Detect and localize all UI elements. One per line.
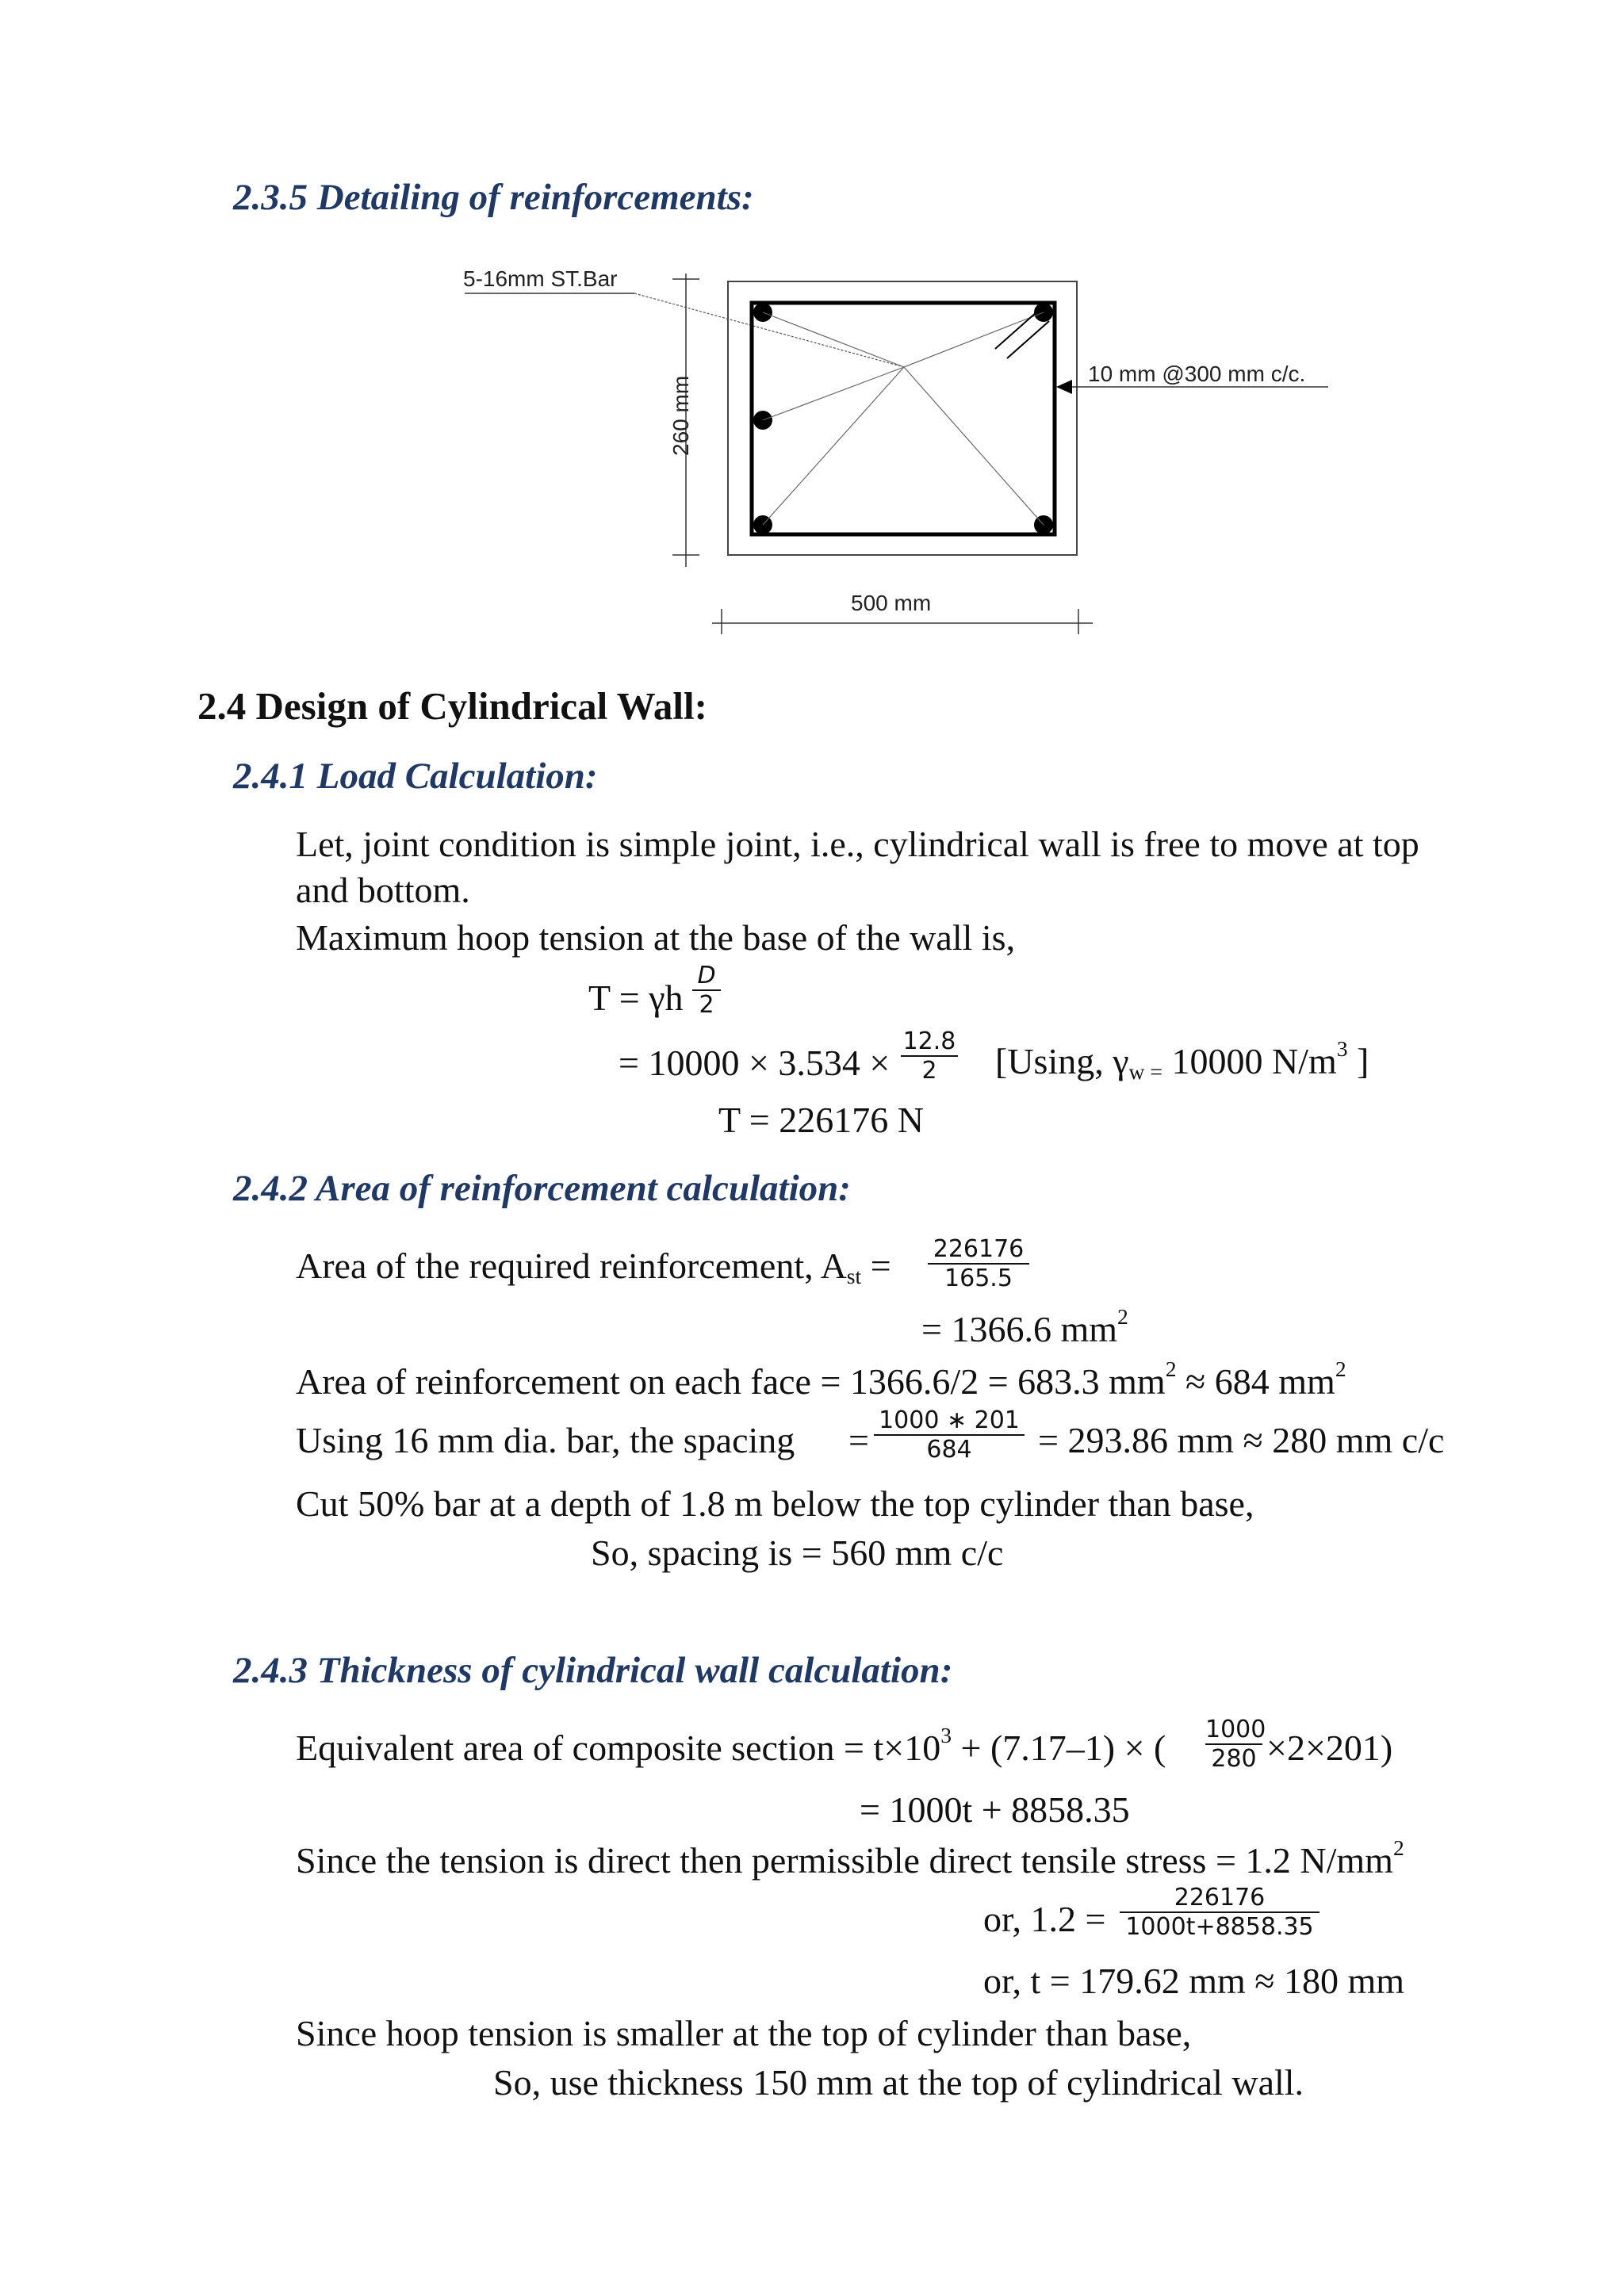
spacing-equals: = [848,1420,869,1460]
section-heading-2-4-3: 2.4.3 Thickness of cylindrical wall calculation: [233,1650,953,1691]
reinforcement-detail-figure [444,254,1380,650]
paragraph-joint-line2: and bottom. [296,870,470,910]
equation-t-result: T = 226176 N [718,1100,924,1140]
tensile-stress-text: Since the tension is direct then permissible direct tensile stress = 1.2 $N/mm^2$ [296,1835,1404,1881]
thickness-equation-lhs: or, 1.2 = [983,1899,1106,1939]
bar-label: 5-16mm ST.Bar [463,266,618,291]
area-required-text: Area of the required reinforcement, $A_{st}$ = [296,1246,891,1288]
area-required-fraction: 226176 165.5 [928,1235,1029,1292]
spacing-text: Using 16 mm dia. bar, the spacing [296,1420,795,1460]
thickness-result: or, t = 179.62 mm ≈ 180 mm [983,1961,1405,2001]
tie-label: 10 mm @300 mm c/c. [1088,362,1306,386]
spacing-fraction: 1000 ∗ 201 684 [874,1406,1025,1464]
equivalent-area-text: Equivalent area of composite section = $t\times 10^3 + (7.17-1)$ × ( [296,1722,1166,1768]
thickness-conclusion: So, use thickness 150 mm at the top of cylindrical wall. [493,2062,1304,2103]
section-heading-2-3-5: 2.3.5 Detailing of reinforcements: [233,177,754,218]
equivalent-area-tail: ×2×201) [1266,1728,1393,1768]
cut-bar-text: Cut 50% bar at a depth of 1.8 m below the top cylinder than base, [296,1483,1254,1524]
spacing-result: = 293.86 mm ≈ 280 mm c/c [1038,1420,1445,1460]
hoop-tension-conclusion: Since hoop tension is smaller at the top of cylinder than base, [296,2013,1192,2053]
height-label: 260 mm [668,375,693,456]
stirrup-hook-1 [995,312,1037,349]
section-heading-2-4: 2.4 Design of Cylindrical Wall: [197,684,707,728]
equation-note: [Using, $\gamma_{w =}$ 10000 $N/m^3$ ] [995,1035,1369,1084]
equation-d-over-2: D 2 [692,962,721,1019]
stirrup-hook-2 [1007,321,1049,358]
spacing-final: So, spacing is = 560 mm c/c [591,1533,1004,1573]
section-heading-2-4-2: 2.4.2 Area of reinforcement calculation: [233,1168,851,1209]
thickness-fraction: 226176 1000t+8858.35 [1120,1884,1320,1941]
equivalent-area-fraction: 1000 280 [1205,1716,1266,1773]
area-each-face: Area of reinforcement on each face = 1366.6/2 = 683.3 $mm^2 \approx 684$ $mm^2$ [296,1356,1346,1402]
paragraph-joint-line1: Let, joint condition is simple joint, i.e., cylindrical wall is free to move at top [296,824,1419,864]
equivalent-area-result: = 1000t + 8858.35 [860,1789,1130,1830]
equation-12-8-over-2: 12.8 2 [901,1027,958,1085]
area-required-result: = 1366.6 $mm^2$ [921,1303,1128,1349]
equation-t-lhs: T = γh [588,978,684,1018]
equation-substitution: = 10000 × 3.534 × [619,1043,891,1083]
width-label: 500 mm [851,591,932,615]
section-heading-2-4-1: 2.4.1 Load Calculation: [233,756,598,797]
paragraph-hoop-tension: Maximum hoop tension at the base of the wall is, [296,917,1016,958]
tie-arrow-head [1056,380,1072,394]
